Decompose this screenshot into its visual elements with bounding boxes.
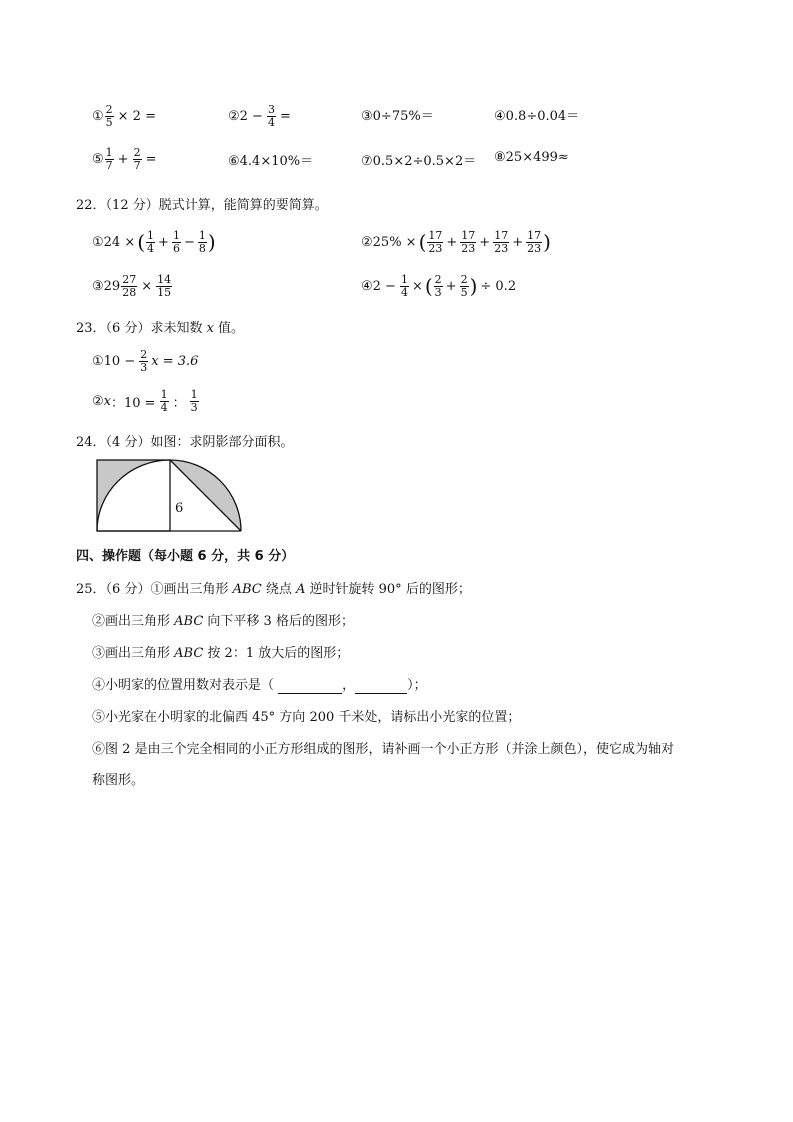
minus-sign: − xyxy=(183,234,195,250)
fraction: $\frac{2}{5}$ xyxy=(105,103,113,129)
expression-rest: = xyxy=(145,151,157,167)
q23-equation-1: ①10 − $\frac{2}{3}$ x = 3.6 xyxy=(92,348,199,374)
answer-blank-x[interactable] xyxy=(278,678,342,694)
fraction: $\frac{3}{4}$ xyxy=(267,103,275,129)
q25-line-7: 称图形。 xyxy=(92,773,145,788)
fraction: $\frac{1}{7}$ xyxy=(105,146,113,172)
item-number: ② xyxy=(228,108,240,124)
q25-line-1: 25．（6 分）①画出三角形 ABC 绕点 A 逆时针旋转 90° 后的图形； xyxy=(76,582,471,597)
plus-sign: + xyxy=(446,234,458,250)
fraction: $\frac{2}{7}$ xyxy=(133,146,141,172)
left-paren: ( xyxy=(137,230,146,255)
q22-expression-1: ①24 × ( $\frac{1}{4}$ + $\frac{1}{6}$ − $\frac{1}{8}$ ) xyxy=(92,229,216,255)
expression-pre: 2 − xyxy=(239,108,263,124)
q25-line-3: ③画出三角形 ABC 按 2：1 放大后的图形； xyxy=(92,646,350,661)
right-paren: ) xyxy=(469,274,478,299)
plus-sign: + xyxy=(445,278,457,294)
q25-line-6: ⑥图 2 是由三个完全相同的小正方形组成的图形，请补画一个小正方形（并涂上颜色），使它成为轴对 xyxy=(92,742,675,757)
q21-item-3: ③0÷75%＝ xyxy=(361,109,434,124)
plus-sign: + xyxy=(512,234,524,250)
left-paren: ( xyxy=(418,230,427,255)
answer-blank-y[interactable] xyxy=(355,678,407,694)
expression-rest: × 2 = xyxy=(117,108,156,124)
q21-item-5 xyxy=(92,147,156,171)
q22-expression-2: ②25% × ( $\frac{17}{23}$ + $\frac{17}{23}$ + $\frac{17}{23}$ + $\frac{17}{23}$ ) xyxy=(361,229,551,255)
q25-line-2: ②画出三角形 ABC 向下平移 3 格后的图形； xyxy=(92,614,354,629)
operator: + xyxy=(117,151,129,167)
left-paren: ( xyxy=(424,274,433,299)
q23-equation-2: ② x ：10 = $\frac{1}{4}$ ： $\frac{1}{3}$ xyxy=(92,388,198,414)
q21-item-4: ④0.8÷0.04＝ xyxy=(494,109,580,124)
q21-item-1 xyxy=(92,104,156,128)
q24-title: 24．（4 分）如图：求阴影部分面积。 xyxy=(76,435,294,450)
section-4-heading: 四、操作题（每小题 6 分，共 6 分） xyxy=(76,549,295,564)
q22-expression-3: ③29 $\frac{27}{28}$ × $\frac{14}{15}$ xyxy=(92,273,172,299)
right-paren: ) xyxy=(207,230,216,255)
q21-item-8: ⑧25×499≈ xyxy=(494,150,569,165)
item-number: ① xyxy=(92,108,104,124)
q23-title: 23．（6 分）求未知数 x 值。 xyxy=(76,321,245,336)
item-number: ⑤ xyxy=(92,151,104,167)
q22-expression-4: ④2 − $\frac{1}{4}$ × ( $\frac{2}{3}$ + $\frac{2}{5}$ ) ÷ 0.2 xyxy=(361,273,517,299)
q25-line-5: ⑤小光家在小明家的北偏西 45° 方向 200 千米处，请标出小光家的位置； xyxy=(92,710,521,725)
right-paren: ) xyxy=(543,230,551,255)
expression-rest: = xyxy=(279,108,291,124)
q25-line-4: ④小明家的位置用数对表示是（ ， ）； xyxy=(92,678,427,693)
q24-figure xyxy=(95,458,247,534)
q22-title: 22．（12 分）脱式计算，能简算的要简算。 xyxy=(76,198,328,213)
radius-label: 6 xyxy=(175,501,184,516)
plus-sign: + xyxy=(479,234,491,250)
times-sign: × xyxy=(141,278,153,294)
q21-item-6: ⑥4.4×10%＝ xyxy=(228,154,314,169)
plus-sign: + xyxy=(158,234,169,250)
q21-item-2 xyxy=(228,104,291,128)
q21-item-7: ⑦0.5×2÷0.5×2＝ xyxy=(361,154,477,169)
times-sign: × xyxy=(411,278,423,294)
